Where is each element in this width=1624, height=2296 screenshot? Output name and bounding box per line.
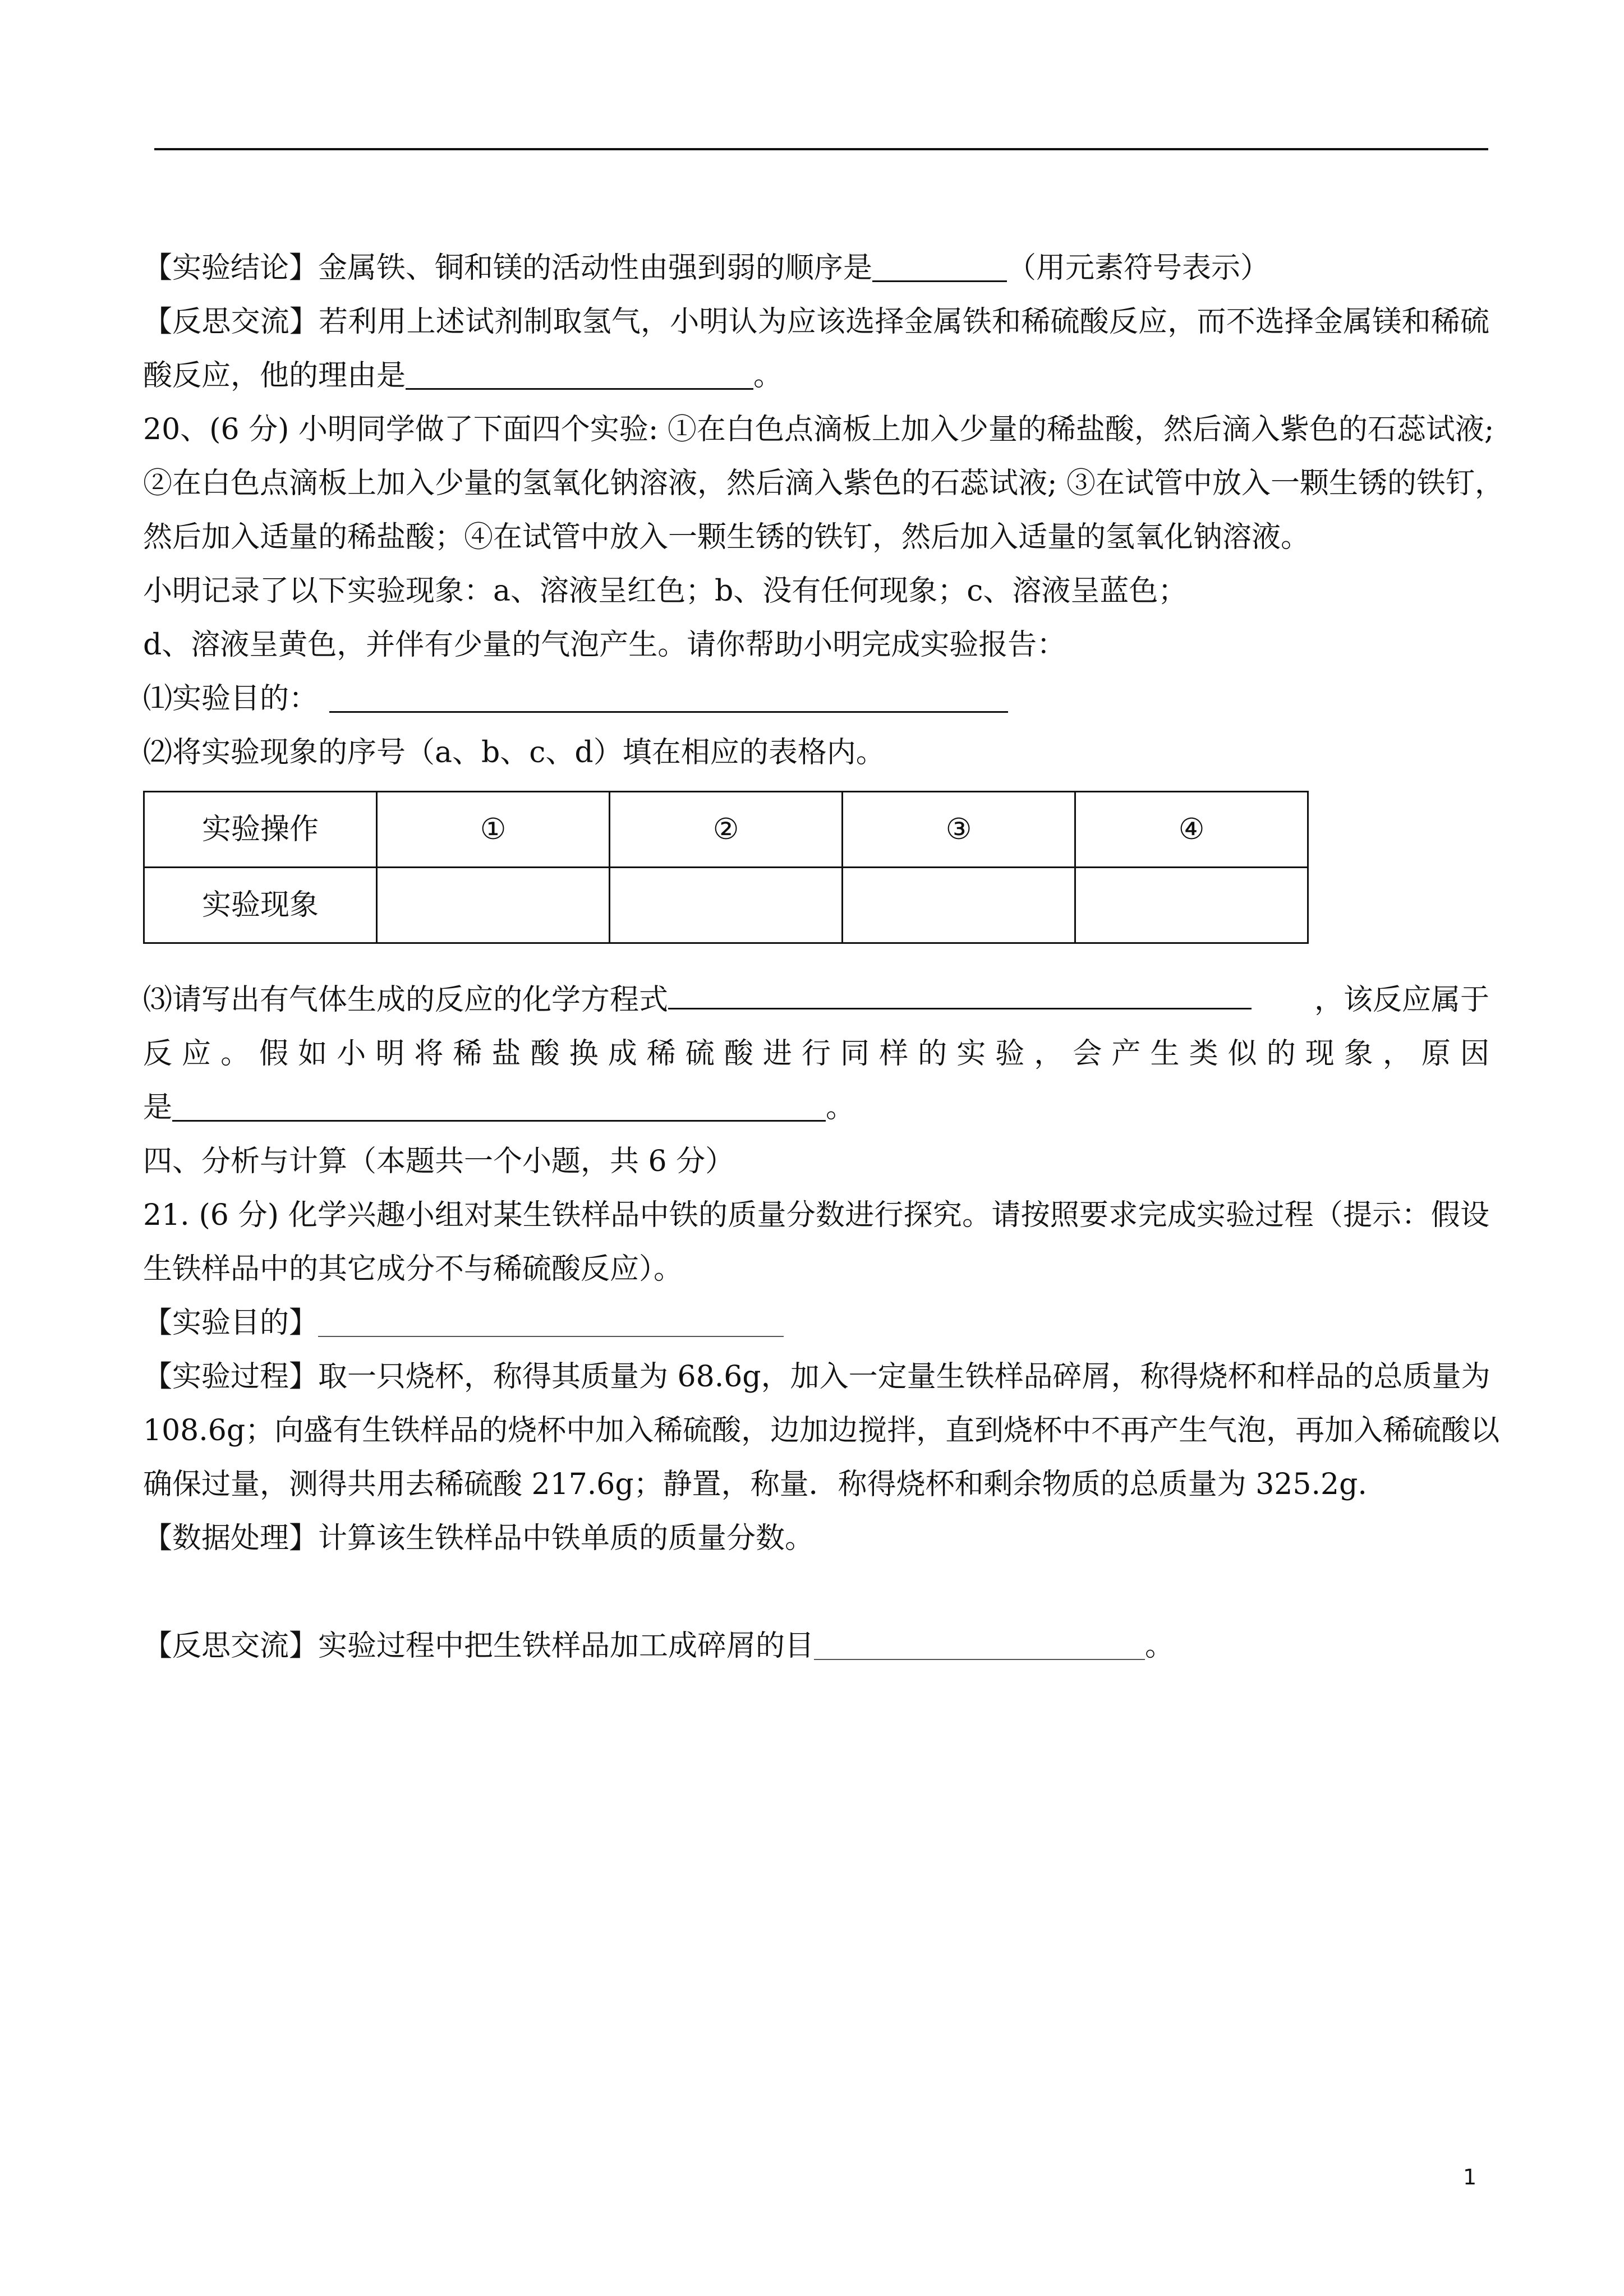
- q21-process-3: 确保过量，测得共用去稀硫酸 217.6g；静置，称量．称得烧杯和剩余物质的总质量为 325.2g.: [143, 1468, 1367, 1501]
- answer-cell-3[interactable]: [843, 868, 1075, 943]
- q20-sub3-line1: [143, 973, 1489, 1027]
- table-col-2: ②: [610, 792, 843, 868]
- purpose-answer-blank[interactable]: [329, 677, 1008, 713]
- q20-line2: ②在白色点滴板上加入少量的氢氧化钠溶液，然后滴入紫色的石蕊试液; ③在试管中放入一颗生锈的铁钉，: [143, 467, 1505, 500]
- table-col-1: ①: [377, 792, 610, 868]
- q20-sub3-line3: [143, 1081, 1489, 1135]
- q21-purpose: [143, 1296, 1489, 1350]
- q21-line2: 生铁样品中的其它成分不与稀硫酸反应）。: [143, 1252, 683, 1286]
- reflect-answer-blank[interactable]: [406, 354, 753, 390]
- answer-cell-1[interactable]: [377, 868, 610, 943]
- q21-process-2: 108.6g；向盛有生铁样品的烧杯中加入稀硫酸，边加边搅拌，直到烧杯中不再产生气泡，再加入稀硫酸以: [143, 1414, 1500, 1447]
- q19-conclusion: [143, 241, 1489, 295]
- table-header-operation: 实验操作: [144, 792, 377, 868]
- table-col-3: ③: [843, 792, 1075, 868]
- equation-label: ⑶请写出有气体生成的反应的化学方程式: [143, 983, 669, 1017]
- header-rule: [154, 148, 1488, 150]
- conclusion-note: （用元素符号表示）: [1007, 251, 1270, 285]
- reflect-period: 。: [753, 359, 783, 393]
- table-row: [144, 868, 1308, 943]
- reason-label: 是: [143, 1091, 173, 1124]
- q21-reflect-period: 。: [1145, 1629, 1175, 1663]
- reason-period: 。: [826, 1091, 855, 1124]
- q20-sub1: [143, 672, 1489, 726]
- q20-sub3-line2: 反应。假如小明将稀盐酸换成稀硫酸进行同样的实验，会产生类似的现象，原因: [143, 1037, 1489, 1071]
- reaction-type-label: ，该反应属于: [1314, 983, 1489, 1017]
- q21-purpose-label: 【实验目的】: [143, 1306, 319, 1340]
- q21-purpose-answer-blank[interactable]: [318, 1302, 784, 1337]
- q19-reflect-line1: [143, 295, 1489, 349]
- document-body: [143, 241, 1505, 1673]
- q21-reflect: [143, 1619, 1489, 1673]
- reflect-text-2: 酸反应，他的理由是: [143, 359, 406, 393]
- table-header-phenomenon: 实验现象: [144, 868, 377, 943]
- q20-sub2: ⑵将实验现象的序号（a、b、c、d）填在相应的表格内。: [143, 736, 885, 769]
- conclusion-answer-blank[interactable]: [872, 247, 1007, 282]
- q19-reflect-line2: [143, 349, 1489, 403]
- table-col-4: ④: [1075, 792, 1308, 868]
- q21-reflect-label: 【反思交流】实验过程中把生铁样品加工成碎屑的目: [143, 1629, 815, 1663]
- table-row: [144, 792, 1308, 868]
- purpose-label: ⑴实验目的：: [143, 682, 319, 716]
- equation-answer-blank[interactable]: [668, 974, 1252, 1009]
- observation-table: [143, 791, 1309, 944]
- q20-line5: d、溶液呈黄色，并伴有少量的气泡产生。请你帮助小明完成实验报告：: [143, 628, 1066, 662]
- conclusion-heading: 【实验结论】: [143, 251, 319, 285]
- calculation-space[interactable]: [143, 1565, 1489, 1619]
- reflect-text: 若利用上述试剂制取氢气，小明认为应该选择金属铁和稀硫酸反应，而不选择金属镁和稀硫: [319, 305, 1489, 339]
- conclusion-text: 金属铁、铜和镁的活动性由强到弱的顺序是: [318, 251, 873, 285]
- q21-data: 【数据处理】计算该生铁样品中铁单质的质量分数。: [143, 1522, 815, 1555]
- q20-line1: 20、(6 分) 小明同学做了下面四个实验: ①在白色点滴板上加入少量的稀盐酸，然后滴入紫色的石蕊试液;: [143, 413, 1494, 446]
- q21-reflect-answer-blank[interactable]: [814, 1625, 1145, 1660]
- reason-answer-blank[interactable]: [172, 1086, 826, 1122]
- page-number: 1: [1463, 2165, 1477, 2189]
- answer-cell-2[interactable]: [610, 868, 843, 943]
- answer-cell-4[interactable]: [1075, 868, 1308, 943]
- reflect-heading: 【反思交流】: [143, 305, 319, 339]
- q20-line4: 小明记录了以下实验现象：a、溶液呈红色；b、没有任何现象；c、溶液呈蓝色；: [143, 574, 1188, 608]
- q21-line1: 21. (6 分) 化学兴趣小组对某生铁样品中铁的质量分数进行探究。请按照要求完成实验过程（提示：假设: [143, 1198, 1489, 1232]
- section4-title: 四、分析与计算（本题共一个小题，共 6 分）: [143, 1145, 735, 1178]
- q20-line3: 然后加入适量的稀盐酸；④在试管中放入一颗生锈的铁钉，然后加入适量的氢氧化钠溶液。: [143, 520, 1310, 554]
- q21-process-1: 【实验过程】取一只烧杯，称得其质量为 68.6g，加入一定量生铁样品碎屑，称得烧杯和样品的总质量为: [143, 1360, 1490, 1394]
